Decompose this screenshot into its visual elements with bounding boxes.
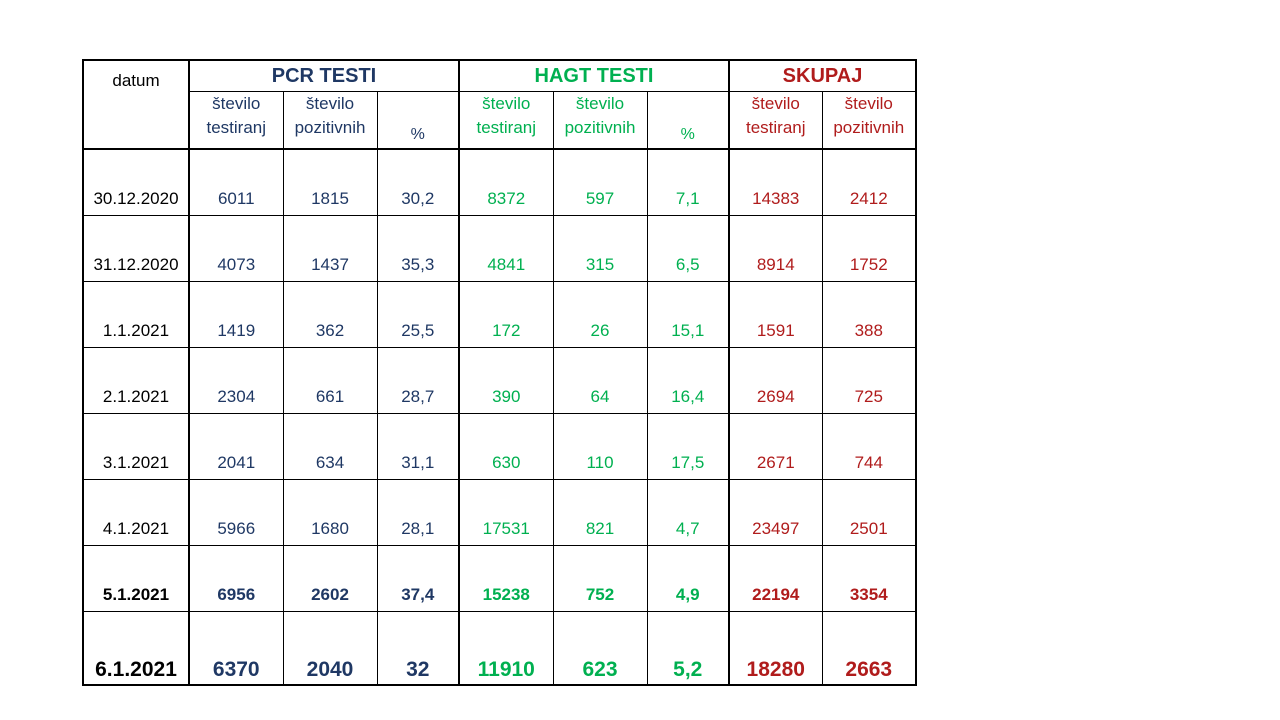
pcr-group-header: PCR TESTI <box>189 60 459 92</box>
hagt-percent-cell: 15,1 <box>647 282 729 348</box>
pcr-tested-cell: 6011 <box>189 149 283 216</box>
skupaj-positive-cell: 388 <box>822 282 916 348</box>
pcr-positive-header-line1: število <box>305 94 355 113</box>
table-row <box>83 414 916 480</box>
hagt-positive-header-line2: pozitivnih <box>564 118 636 137</box>
skupaj-tested-cell: 2694 <box>729 348 822 414</box>
pcr-percent-header: % <box>377 92 459 150</box>
table-row <box>83 149 916 216</box>
table-body <box>83 149 916 685</box>
pcr-percent-cell: 28,7 <box>377 348 459 414</box>
skupaj-positive-cell: 2501 <box>822 480 916 546</box>
group-header-row <box>83 60 916 92</box>
hagt-percent-cell: 7,1 <box>647 149 729 216</box>
hagt-percent-header: % <box>647 92 729 150</box>
pcr-tested-cell: 4073 <box>189 216 283 282</box>
pcr-percent-cell: 28,1 <box>377 480 459 546</box>
hagt-positive-header <box>553 92 647 150</box>
hagt-positive-header-line1: število <box>575 94 625 113</box>
hagt-percent-cell: 4,7 <box>647 480 729 546</box>
hagt-tested-cell: 630 <box>459 414 553 480</box>
skupaj-positive-header-line2: pozitivnih <box>833 118 905 137</box>
pcr-percent-cell: 31,1 <box>377 414 459 480</box>
covid-tests-table <box>82 59 917 686</box>
hagt-positive-cell: 26 <box>553 282 647 348</box>
skupaj-group-header: SKUPAJ <box>729 60 916 92</box>
skupaj-tested-header-line1: število <box>751 94 800 113</box>
hagt-percent-cell: 17,5 <box>647 414 729 480</box>
hagt-positive-cell: 315 <box>553 216 647 282</box>
skupaj-positive-header-line1: število <box>844 94 893 113</box>
hagt-tested-header <box>459 92 553 150</box>
hagt-positive-cell: 64 <box>553 348 647 414</box>
skupaj-positive-cell: 744 <box>822 414 916 480</box>
hagt-tested-cell: 390 <box>459 348 553 414</box>
skupaj-tested-header-line2: testiranj <box>745 118 806 137</box>
pcr-percent-cell: 25,5 <box>377 282 459 348</box>
pcr-tested-cell: 6956 <box>189 546 283 612</box>
hagt-percent-cell: 4,9 <box>647 546 729 612</box>
skupaj-tested-header <box>729 92 822 150</box>
hagt-tested-cell: 8372 <box>459 149 553 216</box>
pcr-tested-cell: 5966 <box>189 480 283 546</box>
pcr-positive-cell: 1680 <box>283 480 377 546</box>
hagt-positive-cell: 623 <box>553 612 647 686</box>
pcr-tested-cell: 2304 <box>189 348 283 414</box>
skupaj-positive-cell: 1752 <box>822 216 916 282</box>
table-row <box>83 216 916 282</box>
hagt-positive-cell: 110 <box>553 414 647 480</box>
hagt-tested-cell: 15238 <box>459 546 553 612</box>
pcr-tested-cell: 6370 <box>189 612 283 686</box>
table-row <box>83 282 916 348</box>
skupaj-tested-cell: 8914 <box>729 216 822 282</box>
skupaj-tested-cell: 22194 <box>729 546 822 612</box>
date-cell: 30.12.2020 <box>83 149 189 216</box>
date-cell: 31.12.2020 <box>83 216 189 282</box>
skupaj-tested-cell: 1591 <box>729 282 822 348</box>
pcr-tested-cell: 2041 <box>189 414 283 480</box>
pcr-positive-cell: 634 <box>283 414 377 480</box>
pcr-tested-cell: 1419 <box>189 282 283 348</box>
hagt-percent-cell: 5,2 <box>647 612 729 686</box>
skupaj-tested-cell: 18280 <box>729 612 822 686</box>
hagt-percent-cell: 6,5 <box>647 216 729 282</box>
pcr-positive-cell: 1437 <box>283 216 377 282</box>
skupaj-positive-header <box>822 92 916 150</box>
pcr-percent-cell: 30,2 <box>377 149 459 216</box>
hagt-percent-cell: 16,4 <box>647 348 729 414</box>
hagt-tested-header-line1: število <box>482 94 531 113</box>
pcr-percent-cell: 35,3 <box>377 216 459 282</box>
pcr-tested-header-line2: testiranj <box>206 118 267 137</box>
table-row <box>83 612 916 686</box>
pcr-positive-header <box>283 92 377 150</box>
pcr-positive-cell: 1815 <box>283 149 377 216</box>
skupaj-positive-cell: 2663 <box>822 612 916 686</box>
pcr-positive-header-line2: pozitivnih <box>294 118 366 137</box>
date-cell: 1.1.2021 <box>83 282 189 348</box>
skupaj-positive-cell: 725 <box>822 348 916 414</box>
date-cell: 3.1.2021 <box>83 414 189 480</box>
hagt-group-header: HAGT TESTI <box>459 60 729 92</box>
hagt-tested-cell: 11910 <box>459 612 553 686</box>
skupaj-tested-cell: 2671 <box>729 414 822 480</box>
hagt-tested-cell: 4841 <box>459 216 553 282</box>
hagt-tested-cell: 172 <box>459 282 553 348</box>
datum-header: datum <box>83 60 189 149</box>
hagt-tested-header-line2: testiranj <box>476 118 537 137</box>
pcr-positive-cell: 661 <box>283 348 377 414</box>
hagt-positive-cell: 752 <box>553 546 647 612</box>
sub-header-row <box>83 92 916 150</box>
hagt-positive-cell: 821 <box>553 480 647 546</box>
table-row <box>83 480 916 546</box>
pcr-positive-cell: 2040 <box>283 612 377 686</box>
date-cell: 6.1.2021 <box>83 612 189 686</box>
pcr-percent-cell: 32 <box>377 612 459 686</box>
skupaj-tested-cell: 14383 <box>729 149 822 216</box>
pcr-positive-cell: 362 <box>283 282 377 348</box>
pcr-percent-cell: 37,4 <box>377 546 459 612</box>
date-cell: 4.1.2021 <box>83 480 189 546</box>
date-cell: 2.1.2021 <box>83 348 189 414</box>
pcr-tested-header-line1: število <box>212 94 261 113</box>
skupaj-positive-cell: 2412 <box>822 149 916 216</box>
table-row <box>83 348 916 414</box>
pcr-positive-cell: 2602 <box>283 546 377 612</box>
hagt-positive-cell: 597 <box>553 149 647 216</box>
pcr-tested-header <box>189 92 283 150</box>
hagt-tested-cell: 17531 <box>459 480 553 546</box>
date-cell: 5.1.2021 <box>83 546 189 612</box>
skupaj-tested-cell: 23497 <box>729 480 822 546</box>
skupaj-positive-cell: 3354 <box>822 546 916 612</box>
table-row <box>83 546 916 612</box>
